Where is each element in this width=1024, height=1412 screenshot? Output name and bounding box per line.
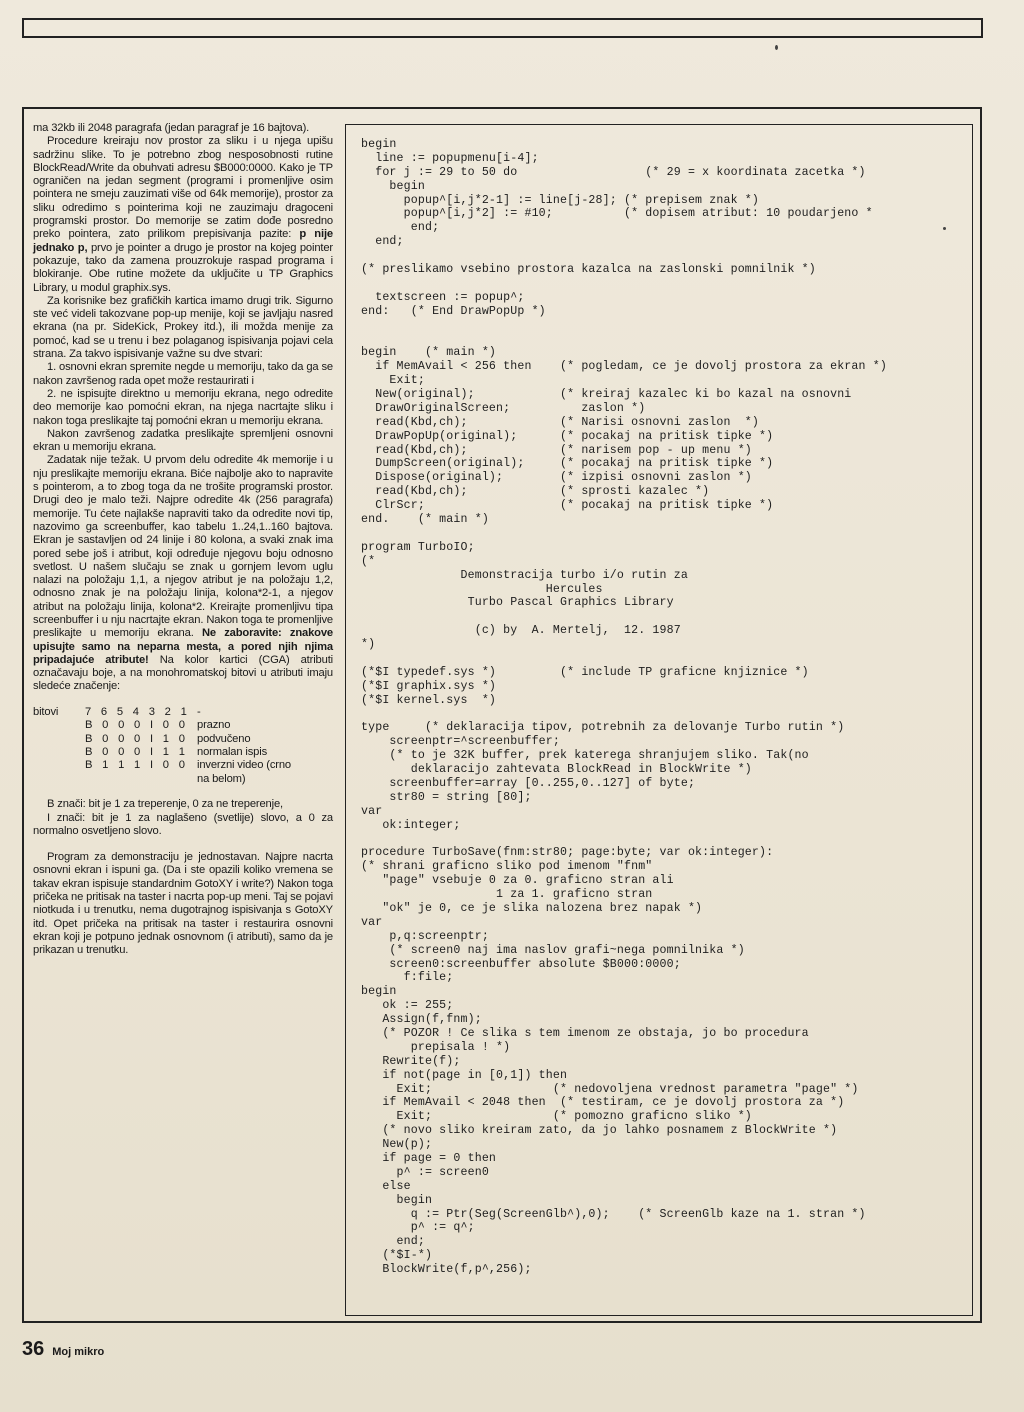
code-line: else (361, 1179, 411, 1193)
paragraph-8: B znači: bit je 1 za treperenje, 0 za ne treperenje, (47, 798, 283, 811)
code-line: (* POZOR ! Ce slika s tem imenom ze obstaja, jo bo procedura (361, 1027, 809, 1040)
paragraph-6: Nakon završenog zadatka preslikajte spremljeni osnovni ekran u memoriju ekrana. (33, 427, 333, 454)
code-line: if MemAvail < 256 then (* pogledam, ce je dovolj prostora za ekran *) (361, 360, 887, 374)
code-line: var (361, 804, 383, 818)
code-line (361, 319, 969, 333)
code-line: DrawPopUp(original); (* pocakaj na pritisk tipke *) (361, 429, 774, 443)
code-line: "ok" je 0, ce je slika nalozena brez napak *) (361, 901, 703, 915)
paragraph-5: 2. ne ispisujte direktno u memoriju ekrana, nego odredite deo memorije kao pomoćni ekran, na njega nacrtajte sliku i nakon toga preslikajte taj pomoćni ekran u memoriju ekrana. (33, 387, 333, 427)
code-line: end: (* End DrawPopUp *) (361, 304, 546, 318)
code-line: deklaracijo zahtevata BlockRead in BlockWrite *) (361, 763, 752, 777)
code-line (361, 332, 969, 346)
code-line: New(p); (361, 1138, 433, 1152)
header-frame (22, 18, 983, 38)
bit-table-row: B 0 0 0 I 1 1 normalan ispis (85, 745, 268, 758)
code-line: (*$I-*) (361, 1249, 433, 1263)
code-line: type (* deklaracija tipov, potrebnih za delovanje Turbo rutin *) (361, 721, 845, 735)
bit-table-row: B 0 0 0 I 1 0 podvučeno (85, 732, 251, 745)
paragraph-7-bold: Ne zaboravite: znakove upisujte samo na neparna mesta, a pored njih njima pripadajuće atribute! (33, 627, 334, 666)
attribute-bit-table (33, 706, 333, 786)
code-line: p,q:screenptr; (361, 929, 489, 943)
code-line: (*$I graphix.sys *) (361, 679, 497, 693)
code-line: (c) by A. Mertelj, 12. 1987 (361, 624, 681, 638)
code-line: program TurboIO; (361, 540, 475, 554)
code-line: end. (* main *) (361, 513, 489, 527)
code-line (361, 527, 969, 541)
paragraph-4: 1. osnovni ekran spremite negde u memoriju, tako da ga se nakon završenog rada opet može restaurirati i (33, 361, 333, 387)
code-line: popup^[i,j*2] := #10; (* dopisem atribut: 10 poudarjeno * (361, 207, 873, 221)
code-line: screenptr=^screenbuffer; (361, 735, 561, 749)
code-line: (* shrani graficno sliko pod imenom "fnm" (361, 860, 653, 874)
bit-table-header: bitovi 7 6 5 4 3 2 1 - (33, 705, 201, 718)
paragraph-9: I znači: bit je 1 za naglašeno (svetlije) slovo, a 0 za normalno osvetljeno slovo. (33, 811, 333, 837)
code-line: begin (361, 179, 425, 193)
code-line (361, 708, 969, 722)
code-line: Demonstracija turbo i/o rutin za (361, 568, 688, 582)
code-line: (*$I typedef.sys *) (* include TP graficne knjiznice *) (361, 665, 809, 679)
code-line: screen0:screenbuffer absolute $B000:0000; (361, 957, 681, 971)
code-line: f:file; (361, 971, 454, 985)
code-line: end; (361, 221, 440, 235)
code-line: if page = 0 then (361, 1152, 497, 1166)
code-line: Rewrite(f); (361, 1054, 461, 1068)
code-line: if MemAvail < 2048 then (* testiram, ce je dovolj prostora za *) (361, 1096, 845, 1110)
code-listing (361, 138, 969, 1277)
code-line: (* preslikamo vsebino prostora kazalca na zaslonski pomnilnik *) (361, 263, 816, 277)
code-line: str80 = string [80]; (361, 790, 532, 804)
code-line: p^ := screen0 (361, 1165, 489, 1179)
code-line: prepisala ! *) (361, 1040, 511, 1054)
code-line: procedure TurboSave(fnm:str80; page:byte; var ok:integer): (361, 846, 774, 860)
code-line: Hercules (361, 582, 603, 596)
page-number: 36 (22, 1338, 45, 1360)
code-line: New(original); (* kreiraj kazalec ki bo kazal na osnovni (361, 388, 852, 402)
print-speck (943, 227, 946, 230)
code-line: BlockWrite(f,p^,256); (361, 1263, 532, 1277)
code-line: if not(page in [0,1]) then (361, 1068, 568, 1082)
page-footer (22, 1338, 104, 1361)
code-line: Exit; (* nedovoljena vrednost parametra "page" *) (361, 1082, 859, 1096)
code-line: read(Kbd,ch); (* Narisi osnovni zaslon *) (361, 415, 760, 429)
code-line: end; (361, 235, 404, 249)
code-line: textscreen := popup^; (361, 290, 525, 304)
code-line: (*$I kernel.sys *) (361, 693, 497, 707)
code-line: Dispose(original); (* izpisi osnovni zaslon *) (361, 471, 752, 485)
code-line: begin (* main *) (361, 346, 497, 360)
code-line: popup^[i,j*2-1] := line[j-28]; (* prepisem znak *) (361, 193, 760, 207)
code-line: DrawOriginalScreen; zaslon *) (361, 401, 646, 415)
code-line: 1 za 1. graficno stran (361, 888, 653, 902)
code-line: "page" vsebuje 0 za 0. graficno stran ali (361, 874, 674, 888)
code-line: *) (361, 638, 376, 652)
code-line: (* to je 32K buffer, prek katerega shranjujem sliko. Tak(no (361, 749, 809, 763)
code-line: var (361, 915, 383, 929)
code-line: read(Kbd,ch); (* sprosti kazalec *) (361, 485, 710, 499)
code-line: end; (361, 1235, 425, 1249)
code-line: Turbo Pascal Graphics Library (361, 596, 674, 610)
code-line: begin (361, 985, 397, 999)
print-speck (775, 45, 778, 50)
magazine-name: Moj mikro (52, 1346, 105, 1358)
paragraph-10: Program za demonstraciju je jednostavan. Najpre nacrta osnovni ekran i ispuni ga. (Da i ste opazili koliko vremena se takav ekran ispisuje standardnim GotoXY i write?) Nakon toga pričeka ne pritisak na taster i nacrta pop-up meni. Taj se pojavi niotkuda i u trenutku, nema dugotrajnog ispisivanja s GotoXY itd. Opet pričeka na pritisak na taster i restaurira osnovni ekran koji je potpuno jednak osnovnom (i atributi), samo da je prikazan u trenutku. (33, 851, 333, 957)
code-line: (* screen0 naj ima naslov grafi~nega pomnilnika *) (361, 943, 745, 957)
paragraph-7: Zadatak nije težak. U prvom delu odredite 4k memorije i u nju preslikajte memoriju ekrana. Biće najbolje ako to napravite s pointerom, a to zbog toga da ne trošite programski prostor. Drugi deo je malo teži. Najpre odredite 4k (256 paragrafa) memorije. Tu ćete najlakše napraviti tako da odredite novi tip, nazovimo ga screenbuffer, kao tabelu 1..24,1..160 bajtova. Ekran je sastavljen od 24 linije i 80 kolona, a svaki znak ima pored sebe još i atribut, koji određuje njegovu boju odnosno svetlost. U našem slučaju se znak u gornjem levom uglu nalazi na položaju 1,1, a njegov atribut je na položaju 1,2, odnosno znak je na položaju linija, kolona*2-1, a njegov atribut na položaju linija, kolona*2. Kreirajte promenljivu tipa screenbuffer i u nju nacrtajte ekran. Nakon toga te promenljive preslikajte u memoriju ekrana. Ne zaboravite: znakove upisujte samo na neparna mesta, a pored njih njima pripadajuće atribute! Na kolor kartici (CGA) atributi označavaju boje, a na monohromatskoj bitovi u atributi imaju sledeće značenje: (33, 454, 334, 693)
code-line: ClrScr; (* pocakaj na pritisk tipke *) (361, 499, 774, 513)
code-line: for j := 29 to 50 do (* 29 = x koordinata zacetka *) (361, 165, 866, 179)
code-line: Exit; (* pomozno graficno sliko *) (361, 1110, 752, 1124)
code-line (361, 277, 969, 291)
paragraph-2-bold: p nije jednako p, (33, 228, 333, 254)
paragraph-2: Procedure kreiraju nov prostor za sliku i u njega upišu sadržinu slike. To je potrebno zbog nesposobnosti rutine BlockRead/Write da obuhvati adresu $B000:0000. Kako je TP ograničen na jedan segment (programi i promenljive osim pointera ne smeju zauzimati više od 64k memorije), prostor za sliku odredimo s pointerima koji ne zauzimaju dragoceni programski prostor. Do memorije se zatim dođe posredno preko pointera, zato prilikom prepisivanja pazite: p nije jednako p, prvo je pointer a drugo je prostor na kojeg pointer pokazuje, tako da zamena prouzrokuje raspad programa i blokiranje. Obe rutine možete da uključite u TP Graphics Library, u modul graphix.sys. (33, 135, 334, 294)
code-line (361, 249, 969, 263)
code-line: line := popupmenu[i-4]; (361, 151, 539, 165)
code-line: begin (361, 1193, 433, 1207)
paragraph-3: Za korisnike bez grafičkih kartica imamo drugi trik. Sigurno ste već videli takozvane pop-up menije, koji se javljaju nasred ekrana (na pr. SideKick, Prokey itd.), ili možda menije za pomoć, kad se u trenu i bez polaganog ispisivanja pojavi cela strana. Za takvo ispisivanje važne su dve stvari: (33, 294, 333, 361)
code-line (361, 610, 969, 624)
code-line: Exit; (361, 374, 425, 388)
code-line: Assign(f,fnm); (361, 1013, 482, 1027)
code-line: p^ := q^; (361, 1221, 475, 1235)
code-line: ok := 255; (361, 999, 454, 1013)
code-line (361, 652, 969, 666)
code-line: screenbuffer=array [0..255,0..127] of byte; (361, 776, 696, 790)
article-text-column (33, 122, 333, 957)
code-line: DumpScreen(original); (* pocakaj na pritisk tipke *) (361, 457, 774, 471)
code-line: begin (361, 138, 397, 151)
code-line: ok:integer; (361, 818, 461, 832)
code-line: (* (361, 554, 376, 568)
bit-table-continuation: na belom) (197, 772, 246, 785)
bit-table-row: B 0 0 0 I 0 0 prazno (85, 719, 231, 732)
paragraph-1: ma 32kb ili 2048 paragrafa (jedan paragraf je 16 bajtova). (33, 122, 310, 134)
bit-table-row: B 1 1 1 I 0 0 inverzni video (crno (85, 759, 292, 772)
code-line: read(Kbd,ch); (* narisem pop - up menu *) (361, 443, 752, 457)
code-line: q := Ptr(Seg(ScreenGlb^),0); (* ScreenGlb kaze na 1. stran *) (361, 1207, 866, 1221)
code-line: (* novo sliko kreiram zato, da jo lahko posnamem z BlockWrite *) (361, 1124, 838, 1138)
code-line (361, 833, 969, 847)
